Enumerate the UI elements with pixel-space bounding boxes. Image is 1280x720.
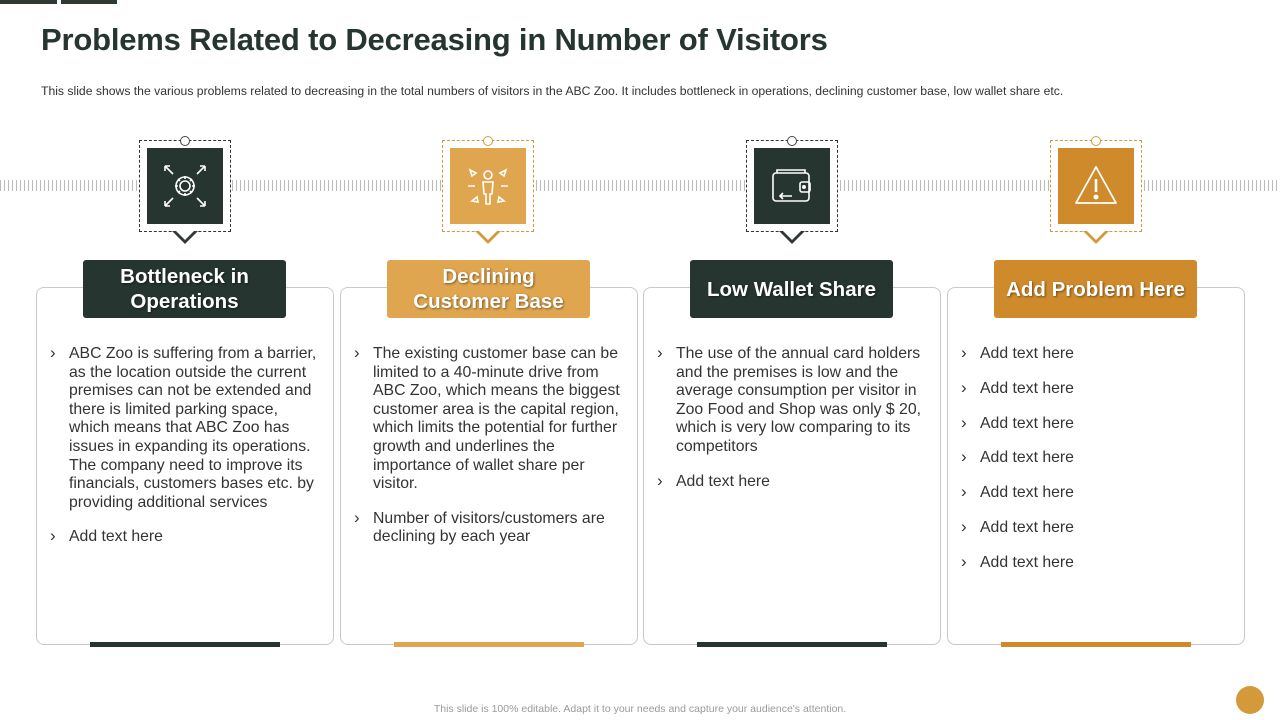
corner-circle-decoration bbox=[1236, 686, 1264, 714]
person-arrows-icon bbox=[464, 162, 512, 210]
bullet-item: › Add text here bbox=[980, 415, 1232, 434]
bullet-list bbox=[980, 345, 1232, 588]
top-accent-bar bbox=[61, 0, 117, 4]
card-bottom-bar bbox=[90, 642, 280, 647]
gear-arrows-icon bbox=[161, 162, 209, 210]
top-accent-bar bbox=[0, 0, 57, 4]
wallet-icon bbox=[768, 162, 816, 210]
bullet-item: › Add text here bbox=[980, 380, 1232, 399]
problem-card-add-problem bbox=[947, 287, 1245, 645]
icon-box-customer-base bbox=[442, 140, 534, 232]
bullet-item: › Add text here bbox=[69, 528, 321, 547]
bullet-item: › Number of visitors/customers are declining by each year bbox=[373, 510, 625, 547]
card-heading-add-problem: Add Problem Here bbox=[994, 260, 1197, 318]
card-bottom-bar bbox=[1001, 642, 1191, 647]
bullet-item: › ABC Zoo is suffering from a barrier, as the location outside the current premises can not be extended and there is limited parking space, which means that ABC Zoo has issues in expanding its operations. The company need to improve its financials, customers bases etc. by providing additional services bbox=[69, 345, 321, 512]
card-bottom-bar bbox=[697, 642, 887, 647]
bullet-item: › Add text here bbox=[980, 519, 1232, 538]
warning-icon bbox=[1072, 162, 1120, 210]
footer-note: This slide is 100% editable. Adapt it to your needs and capture your audience's attention. bbox=[433, 703, 847, 715]
problem-card-bottleneck bbox=[36, 287, 334, 645]
card-heading-bottleneck: Bottleneck in Operations bbox=[83, 260, 286, 318]
bullet-item: › Add text here bbox=[676, 473, 928, 492]
bullet-list bbox=[373, 345, 625, 563]
icon-box-bottleneck bbox=[139, 140, 231, 232]
card-heading-wallet: Low Wallet Share bbox=[690, 260, 893, 318]
card-bottom-bar bbox=[394, 642, 584, 647]
problem-card-customer-base bbox=[340, 287, 638, 645]
icon-box-wallet bbox=[746, 140, 838, 232]
card-heading-customer-base: Declining Customer Base bbox=[387, 260, 590, 318]
problem-card-wallet bbox=[643, 287, 941, 645]
page-subtitle: This slide shows the various problems related to decreasing in the total numbers of visitors in the ABC Zoo. It includes bottleneck in operations, declining customer base, low wallet share etc. bbox=[41, 84, 1064, 98]
bullet-item: › Add text here bbox=[980, 484, 1232, 503]
page-title: Problems Related to Decreasing in Number of Visitors bbox=[41, 22, 828, 57]
bullet-item: › Add text here bbox=[980, 554, 1232, 573]
bullet-list bbox=[69, 345, 321, 563]
bullet-item: › The use of the annual card holders and the premises is low and the average consumption per visitor in Zoo Food and Shop was only $ 20, which is very low comparing to its competitors bbox=[676, 345, 928, 457]
bullet-item: › Add text here bbox=[980, 345, 1232, 364]
icon-box-add-problem bbox=[1050, 140, 1142, 232]
bullet-item: › The existing customer base can be limited to a 40-minute drive from ABC Zoo, which means the biggest customer area is the capital region, which limits the potential for further growth and underlines the importance of wallet share per visitor. bbox=[373, 345, 625, 494]
bullet-list bbox=[676, 345, 928, 507]
bullet-item: › Add text here bbox=[980, 449, 1232, 468]
